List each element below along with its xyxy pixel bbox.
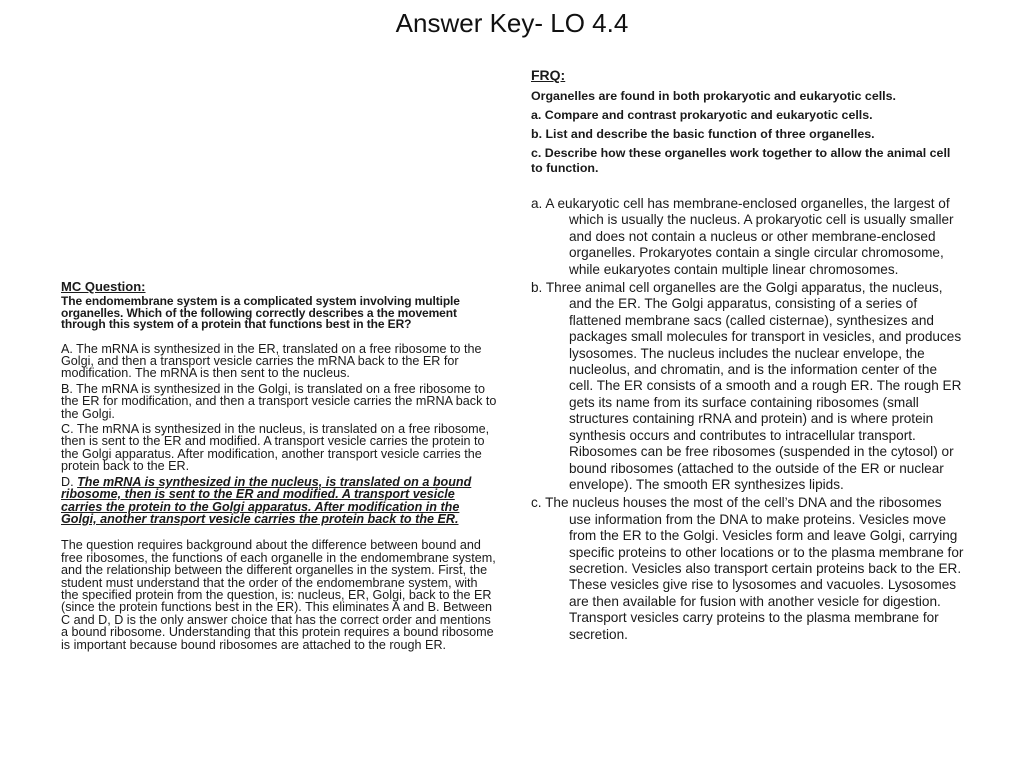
choice-b-text: The mRNA is synthesized in the Golgi, is translated on a free ribosome to the ER for modification, and then a transport vesicle carries the mRNA back to the Golgi. [61, 381, 497, 421]
choice-d-letter: D. [61, 474, 78, 489]
choice-a-letter: A. [61, 341, 77, 356]
frq-answers [531, 196, 964, 643]
choice-c-text: The mRNA is synthesized in the nucleus, is translated on a free ribosome, then is sent to the ER and modified. A transport vesicle carries the protein to the Golgi apparatus. After modification, another transport vesicle carries the protein back to the ER. [61, 422, 490, 474]
frq-part-b: b. List and describe the basic function of three organelles. [531, 127, 875, 141]
mc-explanation: The question requires background about the difference between bound and free ribosomes, the functions of each organelle in the endomembrane system, and the relationship between the different organelles in the system. First, the student must understand that the order of the endomembrane system, with the specified protein from the question, is: nucleus, ER, Golgi, back to the ER (since the protein functions best in the ER). This eliminates A and B. Between C and D, D is the only answer choice that has the correct order and mentions a bound ribosome. Understanding that this protein requires a bound ribosome is important because bound ribosomes are attached to the rough ER. [61, 538, 496, 652]
page-title: Answer Key- LO 4.4 [395, 8, 629, 38]
choice-b-letter: B. [61, 381, 77, 396]
frq-section [531, 67, 964, 645]
choice-a [61, 343, 497, 380]
answer-c: c. The nucleus houses the most of the cell’s DNA and the ribosomes use information from the DNA to make proteins. Vesicles move from the ER to the Golgi. Vesicles form and leave Golgi, carrying specific proteins to other locations or to the plasma membrane for secretion. Vesicles also transport certain proteins back to the ER. These vesicles give rise to lysosomes and vacuoles. Lysosomes are then available for fusion with another vesicle for digestion. Transport vesicles carry proteins to the plasma membrane for secretion. [531, 495, 964, 642]
frq-part-c: c. Describe how these organelles work together to allow the animal cell to function. [531, 146, 951, 175]
choice-d-correct [61, 476, 497, 526]
choice-c [61, 423, 497, 473]
choice-b [61, 383, 497, 420]
choice-d-text: The mRNA is synthesized in the nucleus, is translated on a bound ribosome, then is sent to the ER and modified. A transport vesicle carries the protein to the Golgi apparatus. After modification in the Golgi, another transport vesicle carries the protein back to the ER. [61, 474, 472, 526]
mc-section [61, 281, 497, 651]
frq-part-a: a. Compare and contrast prokaryotic and eukaryotic cells. [531, 108, 873, 122]
answer-b: b. Three animal cell organelles are the Golgi apparatus, the nucleus, and the ER. The Golgi apparatus, consisting of a series of flattened membrane sacs (called cisternae), synthesizes and packages small molecules for transport in vesicles, and produces lysosomes. The nucleus includes the nuclear envelope, the nucleolus, and chromatin, and is the information center of the cell. The ER consists of a smooth and a rough ER. The rough ER gets its name from its surface containing ribosomes (small structures containing rRNA and protein) and is where protein synthesis occurs and contributes to intracellular transport. Ribosomes can be free ribosomes (suspended in the cytosol) or bound ribosomes (attached to the outside of the ER or nuclear envelope). The smooth ER synthesizes lipids. [531, 280, 962, 492]
answer-a: a. A eukaryotic cell has membrane-enclosed organelles, the largest of which is usually the nucleus. A prokaryotic cell is usually smaller and does not contain a nucleus or other membrane-enclosed organelles. Prokaryotes contain a single circular chromosome, while eukaryotes contain multiple linear chromosomes. [531, 196, 954, 277]
mc-heading: MC Question: [61, 279, 146, 294]
choice-c-letter: C. [61, 422, 77, 437]
mc-question-text: The endomembrane system is a complicated system involving multiple organelles. Which of the following correctly describes a the movement through this system of a protein that functions best in the ER? [61, 294, 460, 332]
frq-heading: FRQ: [531, 67, 566, 83]
choice-a-text: The mRNA is synthesized in the ER, translated on a free ribosome to the Golgi, and then a transport vesicle carries the mRNA back to the ER for modification. The mRNA is then sent to the nucleus. [61, 341, 482, 381]
frq-prompt: Organelles are found in both prokaryotic and eukaryotic cells. [531, 89, 896, 103]
